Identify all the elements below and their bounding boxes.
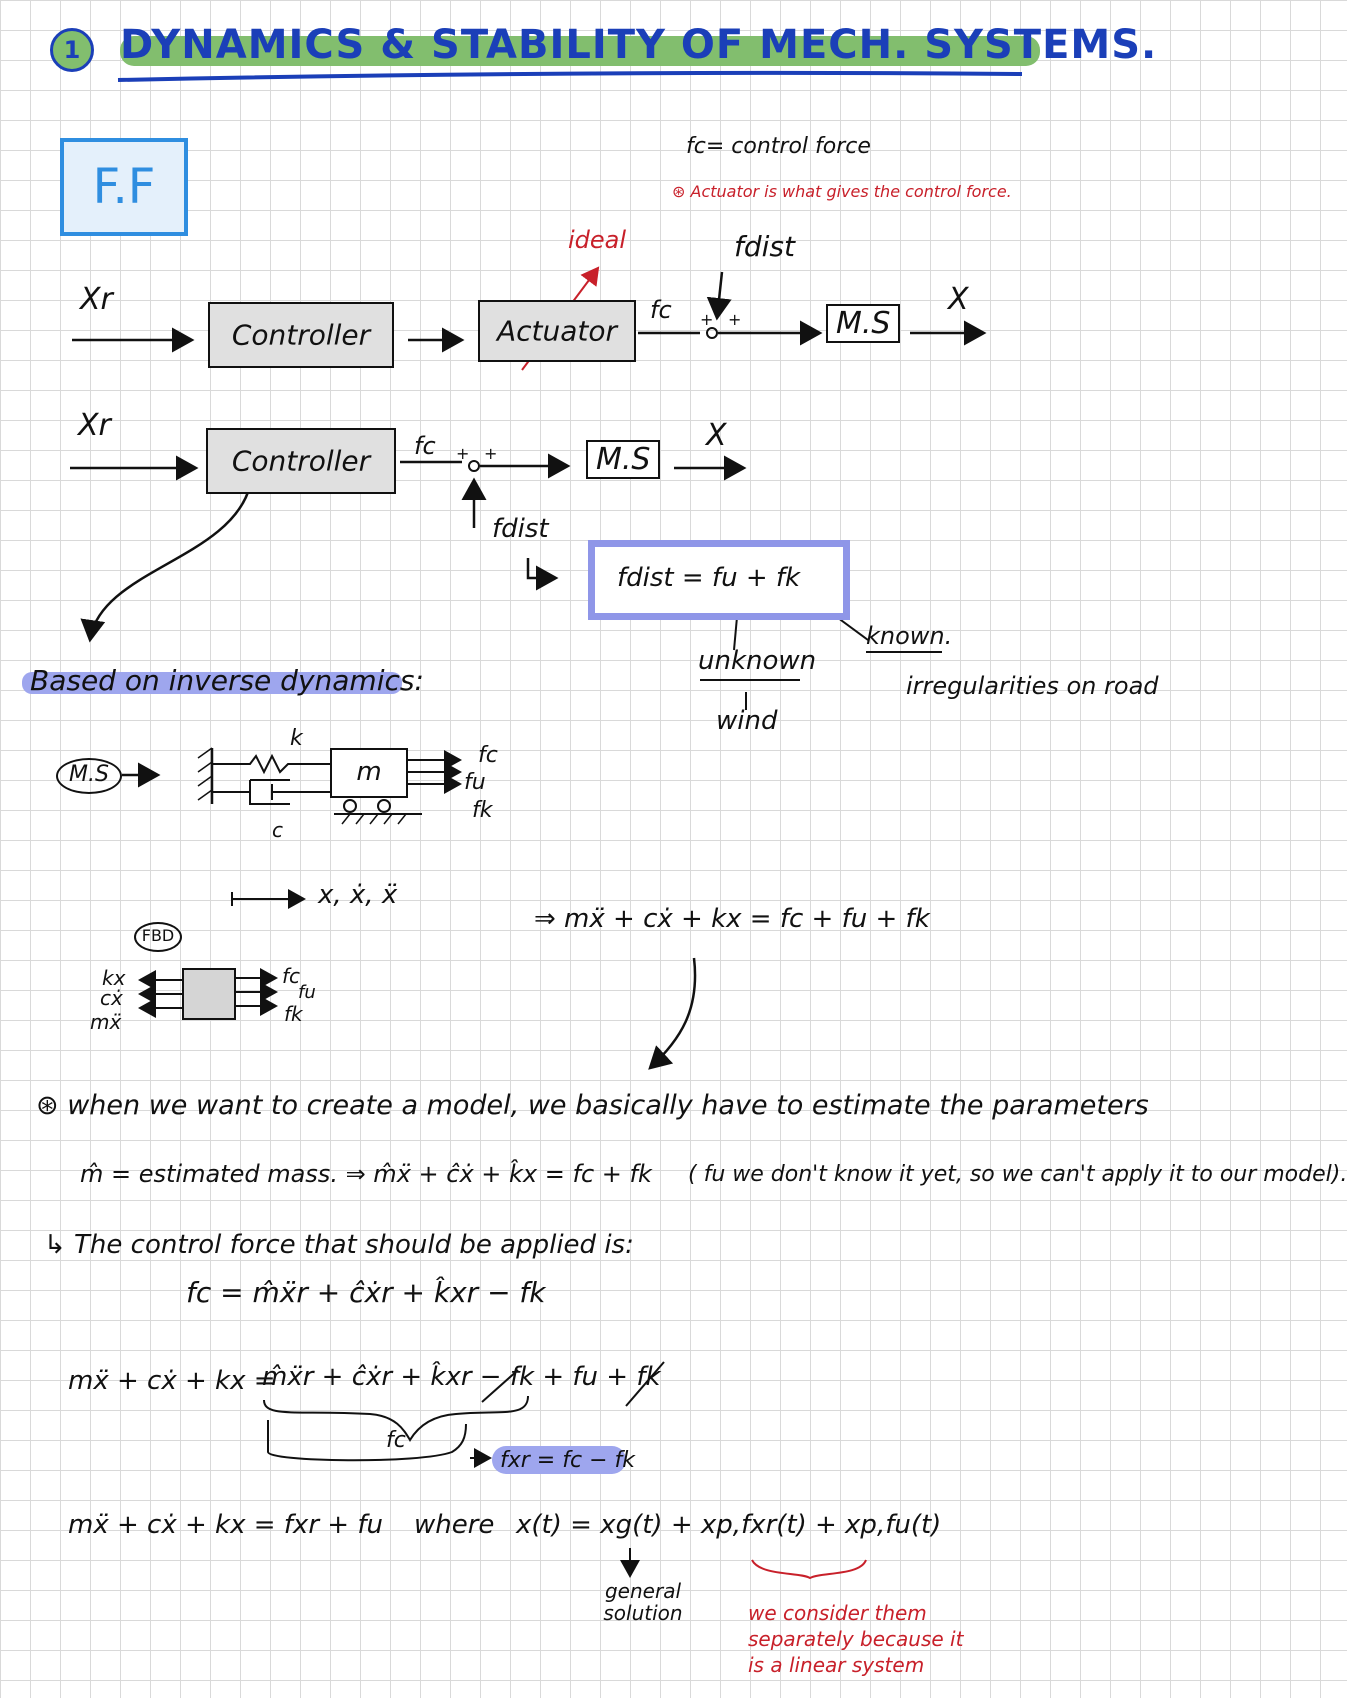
fdist-equation: fdist = fu + fk [617, 563, 801, 593]
d2-controller-block [206, 428, 396, 494]
general-solution-label: general solution [603, 1579, 683, 1625]
solution-equation: x(t) = xg(t) + xp,fxr(t) + xp,fu(t) [516, 1510, 942, 1540]
d1-plus-top: + [728, 310, 742, 329]
fbd-block [182, 968, 236, 1020]
linear-system-note: we consider them separately because it is a linear system [748, 1601, 964, 1677]
fc-definition: fc= control force [686, 134, 871, 159]
d1-controller-block [208, 302, 394, 368]
fbd-force-mx: mẍ [90, 1010, 122, 1034]
d2-plus-left: + [456, 444, 470, 463]
d1-fc-label: fc [650, 296, 672, 324]
spring-k-label: k [290, 726, 303, 751]
wind-label: wind [716, 706, 778, 736]
d1-controller-label: Controller [231, 318, 371, 352]
d1-plant-ms: M.S [826, 304, 900, 343]
d2-output-x: X [706, 418, 727, 453]
ff-label-box: F.F [60, 138, 188, 236]
model-note: ⊛ when we want to create a model, we basically have to estimate the parameters [36, 1090, 1149, 1121]
fbd-label: FBD [134, 922, 182, 952]
mass-force-fc: fc [478, 743, 498, 768]
mass-force-fu: fu [464, 770, 486, 795]
mass-force-fk: fk [472, 798, 493, 823]
fbd-force-fk: fk [284, 1002, 303, 1026]
d2-input-xr: Xr [78, 408, 111, 443]
control-law: fc = m̂ẍr + ĉẋr + k̂xr − fk [186, 1276, 546, 1309]
d1-output-x: X [948, 282, 969, 317]
section-number: 1 [50, 28, 94, 72]
known-label: known. [866, 622, 953, 650]
final-equation: mẍ + cẋ + kx = fxr + fu [68, 1510, 383, 1540]
inverse-dynamics-heading: Based on inverse dynamics: [30, 664, 424, 697]
road-irregularities-label: irregularities on road [906, 672, 1159, 700]
fbd-force-cx: cẋ [100, 986, 123, 1010]
actuator-note: ⊛ Actuator is what gives the control force. [672, 182, 1012, 201]
fbd-force-kx: kx [102, 966, 126, 990]
fdist-equation-box [588, 540, 850, 620]
d2-fc-label: fc [414, 432, 436, 460]
damper-c-label: c [272, 818, 283, 842]
substituted-rhs: m̂ẍr + ĉẋr + k̂xr − fk + fu + fk [262, 1362, 661, 1392]
fbd-force-fc: fc [282, 964, 301, 988]
estimated-mass-equation: m̂ = estimated mass. ⇒ m̂ẍ + ĉẋ + k̂x = fc + fk [80, 1160, 652, 1188]
substituted-lhs: mẍ + cẋ + kx = [68, 1366, 276, 1396]
d2-plant-ms: M.S [586, 440, 660, 479]
d1-actuator-block [478, 300, 636, 362]
d1-actuator-label: Actuator [496, 314, 618, 348]
unknown-label: unknown [698, 646, 817, 676]
d2-controller-label: Controller [231, 444, 371, 478]
equation-of-motion: ⇒ mẍ + cẋ + kx = fc + fu + fk [534, 904, 930, 934]
brace-fc-label: fc [386, 1428, 406, 1453]
page-title: DYNAMICS & STABILITY OF MECH. SYSTEMS. [120, 22, 1158, 68]
estimated-note: ( fu we don't know it yet, so we can't apply it to our model). [688, 1162, 1347, 1187]
control-force-intro: ↳ The control force that should be applied is: [44, 1230, 634, 1260]
ideal-label: ideal [568, 226, 627, 254]
where-label: where [414, 1510, 495, 1540]
ms-circle-label: M.S [56, 758, 122, 794]
d1-plus-left: + [700, 310, 714, 329]
fbd-force-fu: fu [298, 982, 316, 1003]
axis-label: x, ẋ, ẍ [318, 880, 398, 910]
mass-block: m [330, 748, 408, 798]
d1-fdist-label: fdist [734, 230, 795, 263]
fxr-definition: fxr = fc − fk [500, 1448, 635, 1473]
d1-input-xr: Xr [80, 282, 113, 317]
d2-fdist-label: fdist [492, 514, 549, 544]
d2-plus-top: + [484, 444, 498, 463]
